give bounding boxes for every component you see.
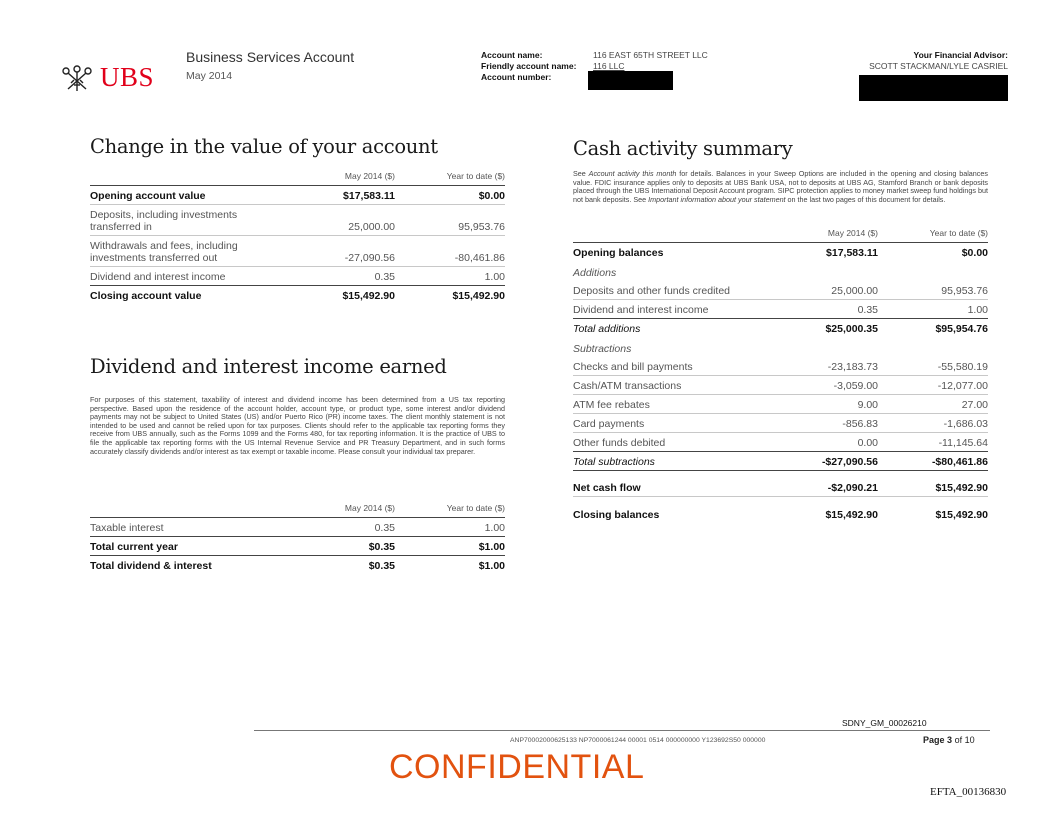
row-value-ytd: 1.00 [395, 267, 505, 286]
dividend-paragraph: For purposes of this statement, taxability of interest and dividend income has been determined from a US tax reporting perspective. Based upon the residence of the account holder, account type, or product type, some interest and/or dividend payments may not be subject to United States (US) and/or Puerto Rico (PR) income taxes. The client monthly statement is not intended to be used and cannot be relied upon for tax purposes. Clients should refer to the applicable tax reporting forms they receive from UBS annually, such as the Forms 1099 and the Forms 480, for tax reporting information. It is the practice of UBS to file the applicable tax reporting forms with the US Internal Revenue Service and PR Treasury Department, and in such forms accurately classify dividends and/or interest as tax exempt or taxable income. Please consult your individual tax preparer. [90, 395, 505, 456]
row-value-ytd: 1.00 [878, 300, 988, 319]
account-name-label: Account name: [481, 50, 543, 60]
col-header-month: May 2014 ($) [305, 171, 395, 186]
row-label: Deposits, including investments transferred in [90, 205, 305, 236]
para-text: on the last two pages of this document for details. [785, 194, 946, 204]
ubs-keys-icon [58, 63, 96, 93]
table-row [573, 414, 988, 433]
footer-barcode-text: ANP70002000625133 NP7000061244 00001 0514 000000000 Y123692S50 000000 [510, 737, 766, 744]
row-value-ytd: $1.00 [478, 560, 505, 572]
row-value-month: 25,000.00 [788, 281, 878, 300]
ubs-logo [58, 62, 154, 93]
row-value-month: 0.35 [305, 267, 395, 286]
row-label: Closing account value [90, 290, 202, 302]
row-value-ytd: -80,461.86 [395, 236, 505, 267]
financial-advisor [869, 50, 1008, 72]
table-row [90, 205, 505, 236]
col-header-ytd: Year to date ($) [395, 171, 505, 186]
row-value-month: $17,583.11 [305, 186, 395, 205]
row-value-month: $25,000.35 [825, 323, 878, 335]
para-link-activity: Account activity this month [588, 169, 677, 178]
row-label: Opening balances [573, 247, 664, 259]
row-label: Deposits and other funds credited [573, 281, 788, 300]
subtractions-label: Subtractions [573, 343, 632, 355]
row-value-month: 25,000.00 [305, 205, 395, 236]
table-row [573, 452, 988, 471]
row-value-ytd: 27.00 [878, 395, 988, 414]
row-value-ytd: 95,953.76 [878, 281, 988, 300]
table-row [90, 286, 505, 305]
row-label: Dividend and interest income [90, 267, 305, 286]
row-value-ytd: $15,492.90 [935, 508, 988, 521]
redaction-account-number [588, 71, 673, 90]
table-row [573, 243, 988, 262]
row-label: ATM fee rebates [573, 395, 788, 414]
redaction-advisor [859, 75, 1008, 101]
col-header-month: May 2014 ($) [305, 503, 395, 518]
table-row [573, 376, 988, 395]
table-row [573, 433, 988, 452]
page-number [923, 735, 975, 745]
statement-period: May 2014 [186, 70, 233, 82]
table-row [573, 395, 988, 414]
row-value-ytd: 1.00 [395, 518, 505, 537]
para-link-important: Important information about your statement [648, 194, 786, 204]
table-row [90, 186, 505, 205]
advisor-title: Your Financial Advisor: [913, 50, 1008, 60]
change-value-title: Change in the value of your account [90, 135, 438, 158]
page-total: of 10 [954, 735, 975, 745]
para-text: See [573, 169, 589, 178]
row-label: Closing balances [573, 508, 660, 521]
row-label: Other funds debited [573, 433, 788, 452]
col-header-ytd: Year to date ($) [395, 503, 505, 518]
row-label: Dividend and interest income [573, 300, 788, 319]
ubs-logo-text: UBS [100, 62, 155, 92]
table-row [90, 556, 505, 575]
row-label: Total additions [573, 323, 641, 335]
row-value-ytd: 95,953.76 [395, 205, 505, 236]
col-header-ytd: Year to date ($) [878, 228, 988, 243]
row-value-ytd: -12,077.00 [878, 376, 988, 395]
row-value-ytd: $15,492.90 [452, 290, 505, 302]
row-label: Opening account value [90, 186, 305, 205]
dividend-table [90, 503, 505, 574]
row-value-month: 0.00 [788, 433, 878, 452]
row-value-month: -3,059.00 [788, 376, 878, 395]
row-value-month: $17,583.11 [826, 247, 878, 259]
row-value-month: 0.35 [788, 300, 878, 319]
row-value-ytd: -$80,461.86 [878, 452, 988, 471]
advisor-names: SCOTT STACKMAN/LYLE CASRIEL [869, 61, 1008, 71]
page-word: Page [923, 735, 945, 745]
additions-label: Additions [573, 267, 617, 279]
friendly-name-label: Friendly account name: [481, 61, 577, 71]
table-row [90, 236, 505, 267]
dividend-title: Dividend and interest income earned [90, 355, 447, 378]
row-value-ytd: $0.00 [395, 186, 505, 205]
efta-number: EFTA_00136830 [930, 786, 1007, 798]
account-type: Business Services Account [186, 49, 355, 65]
row-value-month: -856.83 [788, 414, 878, 433]
section-label [573, 337, 988, 357]
row-value-ytd: -11,145.64 [878, 433, 988, 452]
row-value-month: -23,183.73 [788, 357, 878, 376]
change-value-table [90, 171, 505, 304]
para-text: for details. Balances in your Sweep Options are included in the opening and closing balances value. FDIC insurance applies only to deposits at UBS Bank USA, not to deposits at UBS AG, Stamford Branch or bank deposits placed through the UBS International Deposit Account program. SIPC protection applies to money market sweep fund holdings but not bank deposits. See [573, 169, 988, 204]
row-label: Total dividend & interest [90, 560, 212, 572]
row-value-month: $0.35 [368, 560, 395, 572]
row-value-ytd: $15,492.90 [878, 471, 988, 497]
row-value-month: 9.00 [788, 395, 878, 414]
row-value-ytd: -1,686.03 [878, 414, 988, 433]
cash-summary-paragraph [573, 170, 988, 204]
table-row [573, 357, 988, 376]
table-row [573, 300, 988, 319]
row-label: Withdrawals and fees, including investments transferred out [90, 236, 305, 267]
cash-summary-table [573, 228, 988, 523]
row-value-month: -$27,090.56 [788, 452, 878, 471]
table-row [573, 319, 988, 338]
row-value-ytd: $95,954.76 [935, 323, 988, 335]
account-name-value: 116 EAST 65TH STREET LLC [593, 50, 708, 60]
table-row [90, 267, 505, 286]
friendly-name-value: 116 LLC [593, 61, 625, 71]
row-value-ytd: -55,580.19 [878, 357, 988, 376]
col-header-month: May 2014 ($) [788, 228, 878, 243]
row-value-month: -$2,090.21 [788, 471, 878, 497]
cash-summary-title: Cash activity summary [573, 137, 793, 160]
footer-divider [254, 730, 990, 731]
table-row [573, 497, 988, 523]
row-value-month: 0.35 [305, 518, 395, 537]
row-label: Net cash flow [573, 471, 788, 497]
row-value-month: -27,090.56 [305, 236, 395, 267]
row-value-month: $15,492.90 [825, 508, 878, 521]
row-label: Card payments [573, 414, 788, 433]
row-label: Taxable interest [90, 518, 305, 537]
page-current: 3 [947, 735, 953, 745]
confidential-stamp: CONFIDENTIAL [389, 748, 645, 786]
section-label [573, 261, 988, 281]
table-row [90, 518, 505, 537]
row-label: Total current year [90, 537, 305, 556]
row-value-month: $15,492.90 [342, 290, 395, 302]
row-value-ytd: $1.00 [395, 537, 505, 556]
table-row [573, 281, 988, 300]
row-value-ytd: $0.00 [961, 247, 988, 259]
document-control-number: SDNY_GM_00026210 [842, 718, 927, 728]
row-value-month: $0.35 [305, 537, 395, 556]
row-label: Total subtractions [573, 452, 788, 471]
table-row [573, 471, 988, 497]
table-row [90, 537, 505, 556]
row-label: Cash/ATM transactions [573, 376, 788, 395]
row-label: Checks and bill payments [573, 357, 788, 376]
account-number-label: Account number: [481, 72, 552, 82]
